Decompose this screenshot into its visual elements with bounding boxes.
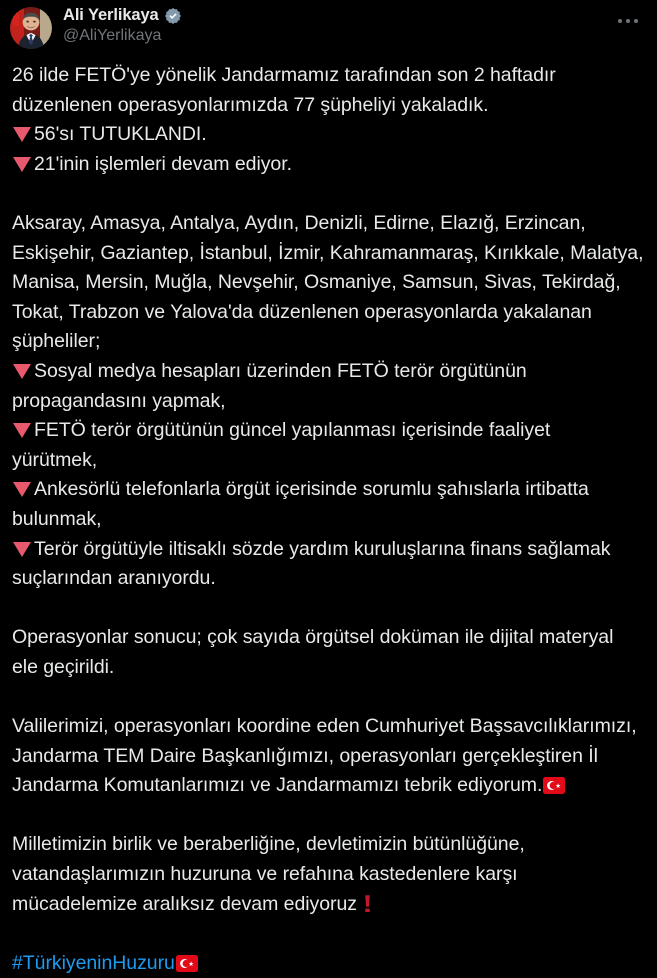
charge-3-line-2: bulunmak, xyxy=(12,507,102,530)
result-line-2: ele geçirildi. xyxy=(12,655,115,678)
paragraph-charges xyxy=(12,357,645,594)
red-triangle-down-icon xyxy=(13,423,31,438)
paragraph-thanks xyxy=(12,712,645,801)
name-row xyxy=(63,6,182,25)
intro-line-1: 26 ilde FETÖ'ye yönelik Jandarmamız tarafından son 2 haftadır xyxy=(12,64,556,86)
hashtag-line xyxy=(12,949,645,978)
thanks-line-1: Valilerimizi, operasyonları koordine eden Cumhuriyet Başsavcılıklarımızı, xyxy=(12,715,637,738)
spacer xyxy=(12,919,645,949)
closing-line-2: vatandaşlarımızın huzuruna ve refahına kastedenlere karşı xyxy=(12,863,518,886)
paragraph-cities xyxy=(12,209,645,357)
cities-line-2: Eskişehir, Gaziantep, İstanbul, İzmir, Kahramanmaraş, Kırıkkale, Malatya, xyxy=(12,241,644,264)
verified-badge-icon[interactable] xyxy=(164,7,182,25)
spacer xyxy=(12,594,645,624)
paragraph-result xyxy=(12,623,645,682)
closing-line-3: mücadelemize aralıksız devam ediyoruz xyxy=(12,890,645,920)
tweet-text xyxy=(0,52,657,978)
avatar[interactable] xyxy=(10,7,52,49)
more-options-icon[interactable] xyxy=(613,9,643,33)
dot xyxy=(626,19,630,23)
result-line-1: Operasyonlar sonucu; çok sayıda örgütsel doküman ile dijital materyal xyxy=(12,626,614,649)
red-triangle-down-icon xyxy=(13,364,31,379)
identity-block xyxy=(63,5,182,45)
hashtag-link[interactable]: #TürkiyeninHuzuru xyxy=(12,951,175,974)
user-handle[interactable]: @AliYerlikaya xyxy=(63,26,162,44)
turkish-flag-icon xyxy=(176,955,198,972)
tweet-header xyxy=(0,0,657,52)
spacer xyxy=(12,801,645,831)
red-triangle-down-icon xyxy=(13,127,31,142)
cities-line-4: Tokat, Trabzon ve Yalova'da düzenlenen operasyonlarda yakalanan xyxy=(12,300,592,323)
charge-2-line-1: FETÖ terör örgütünün güncel yapılanması içerisinde faaliyet xyxy=(12,416,645,446)
bullet-arrested: 56'sı TUTUKLANDI. xyxy=(12,120,645,150)
thanks-line-2: Jandarma TEM Daire Başkanlığımızı, operasyonları gerçekleştiren İl xyxy=(12,744,598,767)
charge-4-line-1: Terör örgütüyle iltisaklı sözde yardım kuruluşlarına finans sağlamak xyxy=(12,535,645,565)
red-triangle-down-icon xyxy=(13,482,31,497)
paragraph-closing xyxy=(12,830,645,919)
cities-line-5: şüpheliler; xyxy=(12,330,101,353)
charge-2-line-2: yürütmek, xyxy=(12,448,98,471)
charge-1-line-1: Sosyal medya hesapları üzerinden FETÖ terör örgütünün xyxy=(12,357,645,387)
charge-3-line-1: Ankesörlü telefonlarla örgüt içerisinde sorumlu şahıslarla irtibatta xyxy=(12,475,645,505)
paragraph-hashtag xyxy=(12,949,645,978)
dot xyxy=(618,19,622,23)
heavy-exclamation-icon xyxy=(359,894,376,913)
thanks-line-3: Jandarma Komutanlarımızı ve Jandarmamızı tebrik ediyorum. xyxy=(12,771,645,801)
turkish-flag-icon xyxy=(543,777,565,794)
paragraph-intro xyxy=(12,61,645,179)
closing-line-1: Milletimizin birlik ve beraberliğine, devletimizin bütünlüğüne, xyxy=(12,833,525,856)
cities-line-3: Manisa, Mersin, Muğla, Nevşehir, Osmaniye, Samsun, Sivas, Tekirdağ, xyxy=(12,271,621,294)
spacer xyxy=(12,179,645,209)
bullet-processing: 21'inin işlemleri devam ediyor. xyxy=(12,150,645,180)
display-name[interactable]: Ali Yerlikaya xyxy=(63,6,159,24)
red-triangle-down-icon xyxy=(13,542,31,557)
cities-line-1: Aksaray, Amasya, Antalya, Aydın, Denizli, Edirne, Elazığ, Erzincan, xyxy=(12,211,586,234)
charge-4-line-2: suçlarından aranıyordu. xyxy=(12,567,216,590)
red-triangle-down-icon xyxy=(13,157,31,172)
intro-line-2: düzenlenen operasyonlarımızda 77 şüpheliyi yakaladık. xyxy=(12,93,489,116)
spacer xyxy=(12,682,645,712)
dot xyxy=(634,19,638,23)
charge-1-line-2: propagandasını yapmak, xyxy=(12,389,226,412)
